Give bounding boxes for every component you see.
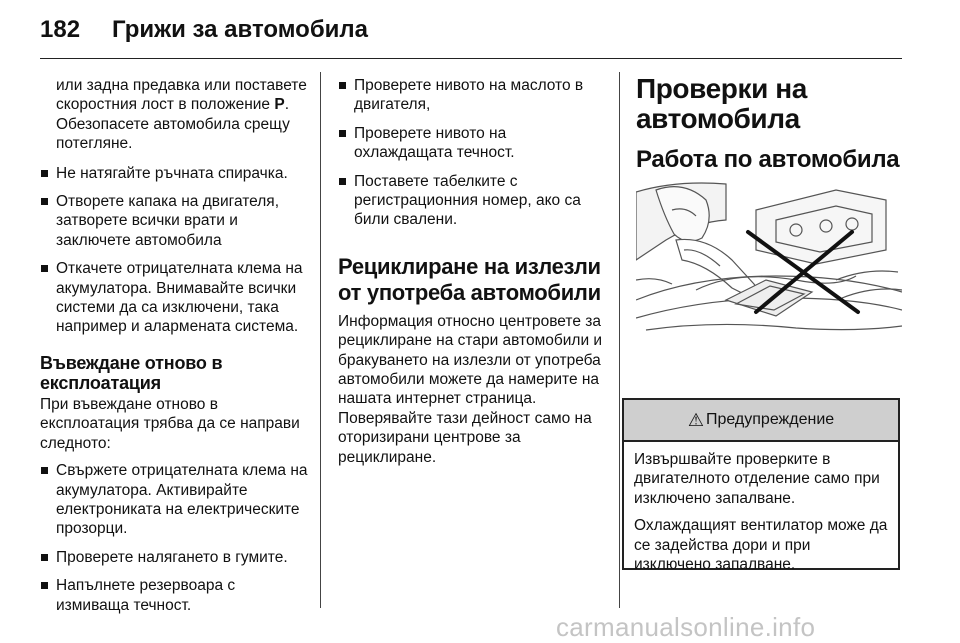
recycling-heading: Рециклиране на излезли от употреба автомобили <box>338 253 601 305</box>
bullet-icon <box>41 582 48 589</box>
intro-paragraph: или задна предавка или поставете скоростния лост в положение P. Обезопасете автомобила срещу потегляне. <box>56 77 307 153</box>
warning-text: Охлаждащият вентилатор може да се задейства дори и при изключено запалване. <box>634 517 888 574</box>
recommission-paragraph: При въвеждане отново в експлоатация трябва да се направи следното: <box>40 395 300 452</box>
list-item: Напълнете резервоара с измиваща течност. <box>40 576 308 615</box>
bullet-icon <box>339 130 346 137</box>
bullet-icon <box>41 198 48 205</box>
page-header <box>0 0 960 58</box>
warning-body <box>624 442 898 574</box>
warning-box <box>622 398 900 574</box>
bullet-icon <box>339 82 346 89</box>
engine-bay-illustration <box>636 180 902 348</box>
column-divider <box>619 72 620 608</box>
recycling-paragraph: Информация относно центровете за рециклиране на стари автомобили и бракуването на излезли от употреба автомобили можете да намерите на нашата интернет страница. Поверявайте тази дейност само на оторизирани центрове за рециклиране. <box>338 312 603 466</box>
warning-text: Извършвайте проверките в двигателното отделение само при изключено запалване. <box>634 451 880 507</box>
bullet-icon <box>41 554 48 561</box>
chapter-title: Грижи за автомобила <box>112 16 369 43</box>
list-item: Проверете нивото на маслото в двигателя, <box>338 76 608 115</box>
column-divider <box>320 72 321 608</box>
column-2 <box>338 76 608 477</box>
list-item: Поставете табелките с регистрационния номер, ако са били свалени. <box>338 172 608 230</box>
list-item: Свържете отрицателната клема на акумулатора. Активирайте електрониката на електрическите прозорци. <box>40 461 308 539</box>
watermark: carmanualsonline.info <box>556 612 816 642</box>
check-steps <box>338 76 608 230</box>
list-item: Откачете отрицателната клема на акумулатора. Внимавайте всички системи да са изключени, така например и алармената система. <box>40 259 308 337</box>
bullet-icon <box>339 178 346 185</box>
column-1 <box>40 76 308 624</box>
page-number: 182 <box>40 16 81 43</box>
recommission-heading: Въвеждане отново в експлоатация <box>40 352 223 393</box>
header-rule <box>40 58 902 59</box>
shutdown-steps <box>40 164 308 337</box>
warning-title: Предупреждение <box>705 411 835 428</box>
list-item: Отворете капака на двигателя, затворете всички врати и заключете автомобила <box>40 192 308 250</box>
column-3 <box>636 73 904 184</box>
list-item: Не натягайте ръчната спирачка. <box>40 164 308 183</box>
subsection-title: Работа по автомобила <box>636 146 900 173</box>
list-item: Проверете налягането в гумите. <box>40 548 308 567</box>
section-title: Проверки на автомобила <box>636 73 807 134</box>
list-item: Проверете нивото на охлаждащата течност. <box>338 124 608 163</box>
warning-header <box>624 400 898 442</box>
bullet-icon <box>41 170 48 177</box>
recommission-steps <box>40 461 308 615</box>
bullet-icon <box>41 467 48 474</box>
bullet-icon <box>41 265 48 272</box>
warning-triangle-icon: ⚠ <box>687 409 704 430</box>
